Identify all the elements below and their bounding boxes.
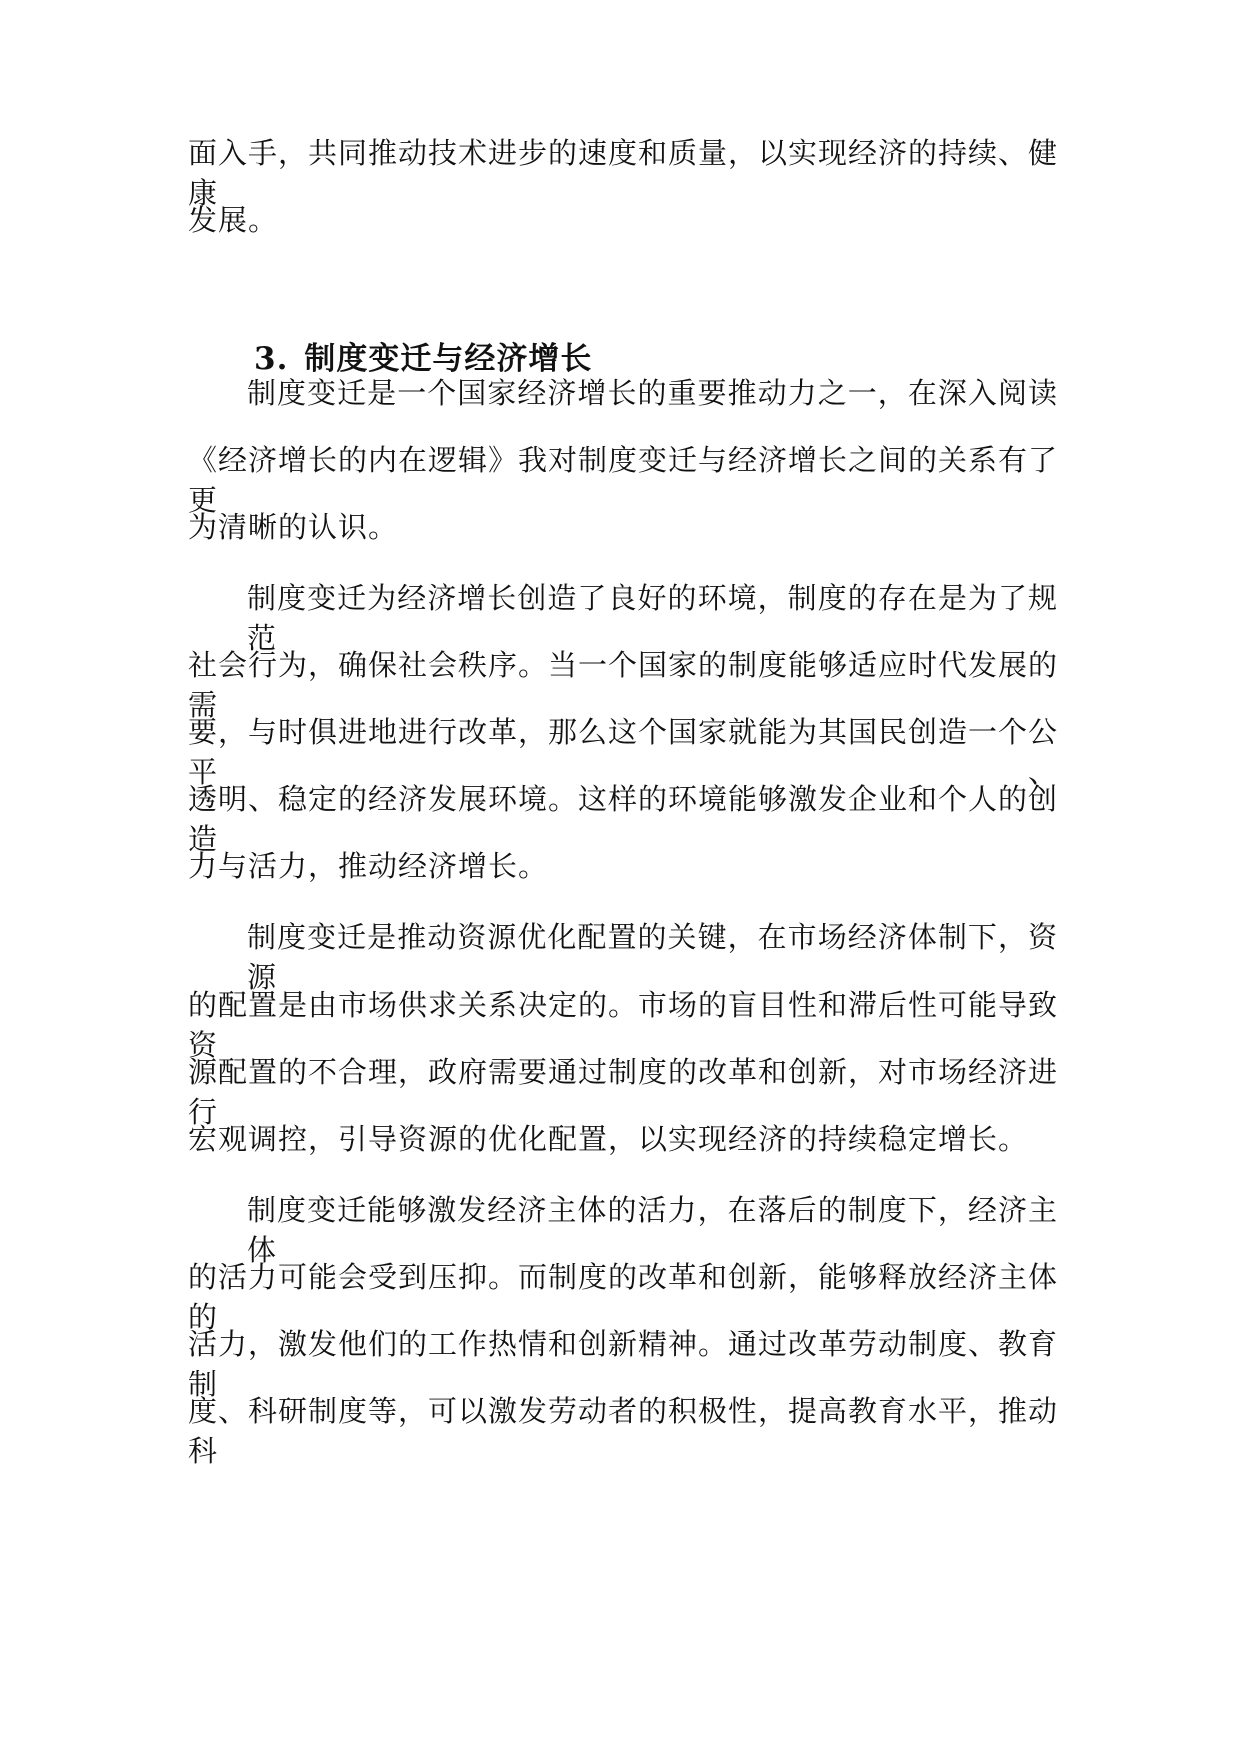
paragraph-line: 要，与时俱进地进行改革，那么这个国家就能为其国民创造一个公平、 (188, 715, 1059, 789)
paragraph-line: 源配置的不合理，政府需要通过制度的改革和创新，对市场经济进行 (188, 1055, 1059, 1129)
paragraph-line: 社会行为，确保社会秩序。当一个国家的制度能够适应时代发展的需 (188, 648, 1059, 722)
paragraph-line: 的配置是由市场供求关系决定的。市场的盲目性和滞后性可能导致资 (188, 988, 1059, 1062)
paragraph-line: 制度变迁为经济增长创造了良好的环境，制度的存在是为了规范 (247, 581, 1058, 655)
paragraph-line: 力与活力，推动经济增长。 (188, 849, 549, 883)
section-number: 3. (254, 341, 289, 377)
paragraph-line: 制度变迁是推动资源优化配置的关键，在市场经济体制下，资源 (247, 920, 1058, 994)
paragraph-line: 活力，激发他们的工作热情和创新精神。通过改革劳动制度、教育制 (188, 1327, 1059, 1401)
text-line: 发展。 (188, 203, 279, 237)
paragraph-line: 为清晰的认识。 (188, 510, 399, 544)
paragraph-line: 宏观调控，引导资源的优化配置，以实现经济的持续稳定增长。 (188, 1122, 1029, 1156)
paragraph-line: 制度变迁是一个国家经济增长的重要推动力之一，在深入阅读 (247, 376, 1058, 410)
section-title: 制度变迁与经济增长 (304, 341, 593, 377)
paragraph-line: 《经济增长的内在逻辑》我对制度变迁与经济增长之间的关系有了更 (188, 443, 1059, 517)
paragraph-line: 制度变迁能够激发经济主体的活力，在落后的制度下，经济主体 (247, 1193, 1058, 1267)
paragraph-line: 的活力可能会受到压抑。而制度的改革和创新，能够释放经济主体的 (188, 1260, 1059, 1334)
text-line: 面入手，共同推动技术进步的速度和质量，以实现经济的持续、健康 (188, 136, 1059, 210)
paragraph-line: 透明、稳定的经济发展环境。这样的环境能够激发企业和个人的创造 (188, 782, 1059, 856)
paragraph-line: 度、科研制度等，可以激发劳动者的积极性，提高教育水平，推动科 (188, 1394, 1059, 1468)
